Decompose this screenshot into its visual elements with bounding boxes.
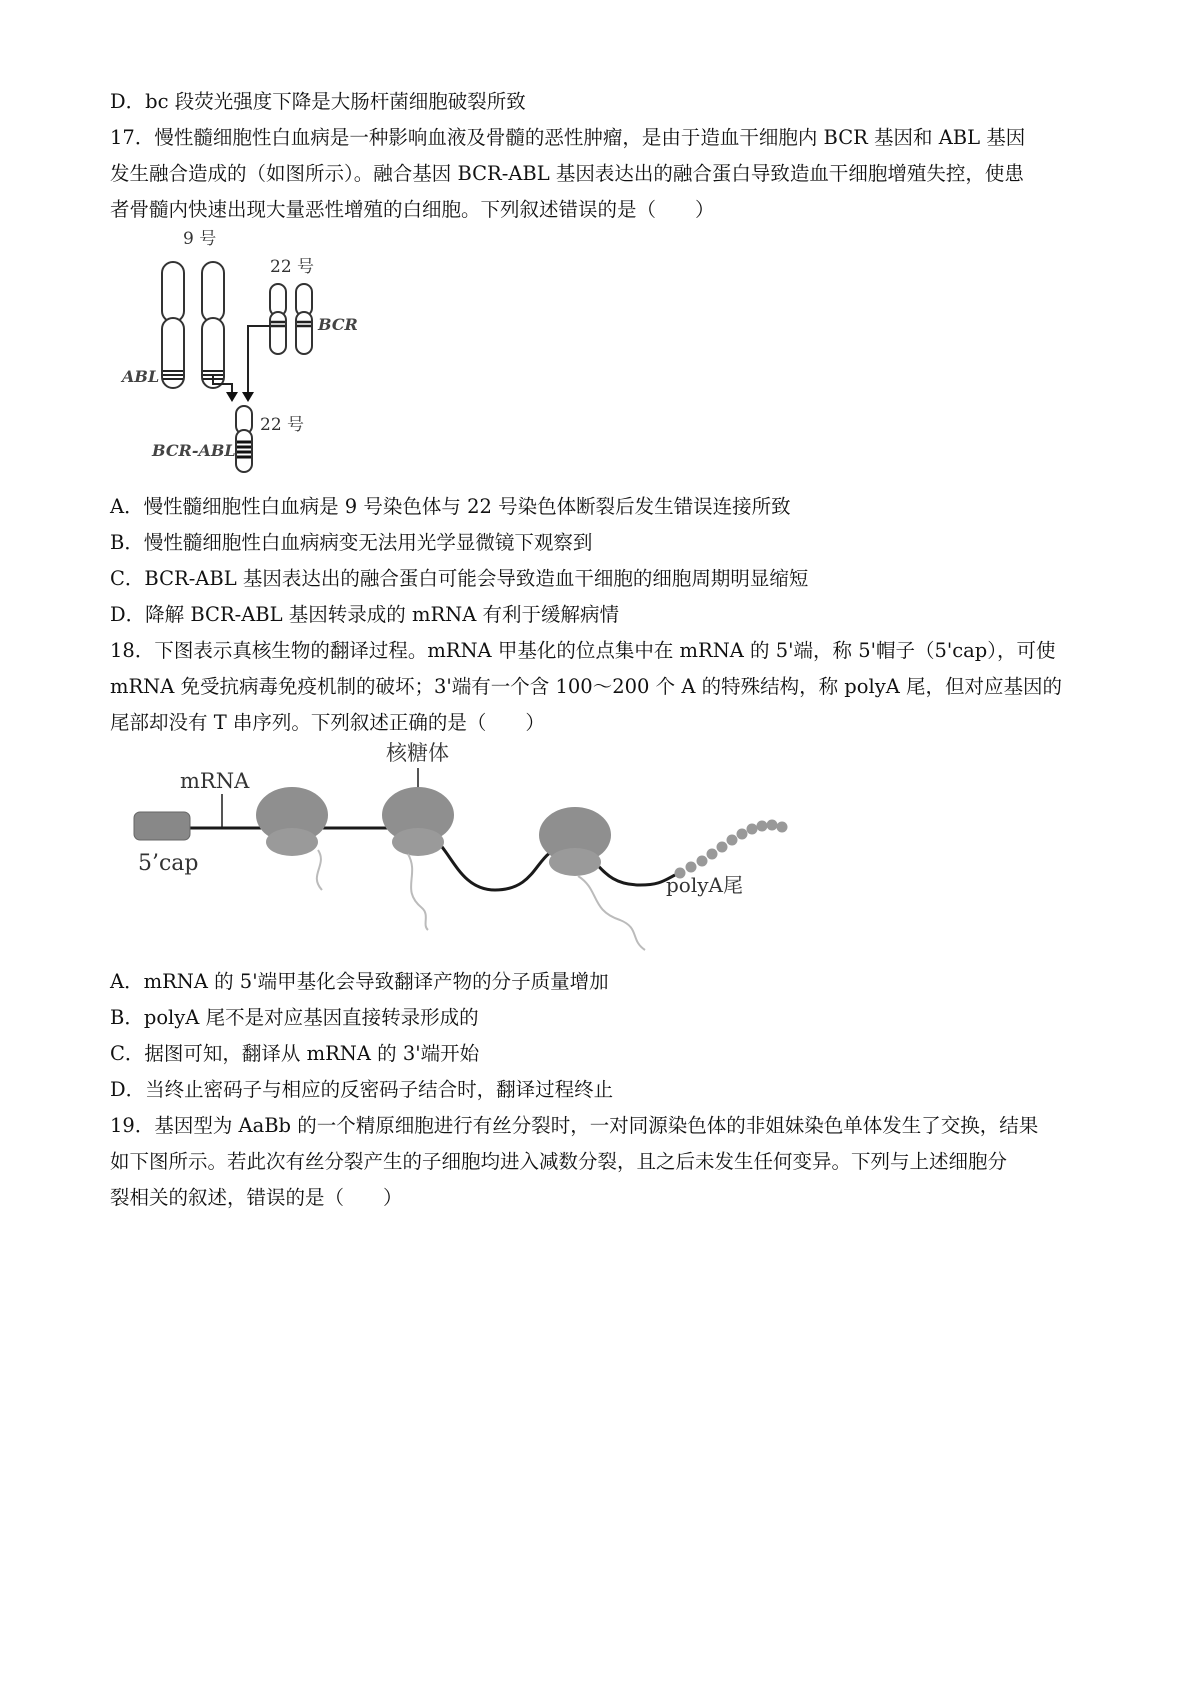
ribosome-1 — [256, 787, 328, 890]
q17-option-a: A．慢性髓细胞性白血病是 9 号染色体与 22 号染色体断裂后发生错误连接所致 — [110, 495, 791, 518]
chr22-label: 22 号 — [270, 257, 315, 277]
q17-stem-line-1: 17．慢性髓细胞性白血病是一种影响血液及骨髓的恶性肿瘤，是由于造血干细胞内 BCR 基因和 ABL 基因 — [110, 126, 1026, 149]
chr9-label: 9 号 — [183, 229, 217, 249]
q17-option-b: B．慢性髓细胞性白血病病变无法用光学显微镜下观察到 — [110, 531, 593, 554]
q18-stem-line-1: 18．下图表示真核生物的翻译过程。mRNA 甲基化的位点集中在 mRNA 的 5'端，称 5'帽子（5'cap），可使 — [110, 639, 1056, 662]
chromosome-9-left — [162, 262, 184, 388]
q18-stem-line-3: 尾部却没有 T 串序列。下列叙述正确的是（ ） — [110, 711, 545, 734]
q19-stem-line-3: 裂相关的叙述，错误的是（ ） — [110, 1186, 403, 1209]
fused-chromosome — [236, 406, 252, 472]
ribosome-2 — [382, 787, 454, 930]
chromosome-9-right — [202, 262, 224, 388]
arrow-head-right — [242, 392, 254, 402]
five-prime-cap — [134, 812, 190, 840]
fused-chr22-label: 22 号 — [260, 415, 305, 435]
q17-stem-line-3: 者骨髓内快速出现大量恶性增殖的白细胞。下列叙述错误的是（ ） — [110, 198, 715, 221]
ribosome-3 — [539, 807, 645, 950]
bcr-label: BCR — [318, 315, 358, 334]
q18-option-c: C．据图可知，翻译从 mRNA 的 3'端开始 — [110, 1042, 480, 1065]
chromosome-22-left — [270, 284, 286, 354]
q18-option-b: B．polyA 尾不是对应基因直接转录形成的 — [110, 1006, 479, 1029]
q18-option-a: A．mRNA 的 5'端甲基化会导致翻译产物的分子质量增加 — [110, 970, 609, 993]
chromosome-translocation-figure — [110, 226, 400, 476]
polya-label: polyA尾 — [666, 873, 743, 897]
q19-stem-line-1: 19．基因型为 AaBb 的一个精原细胞进行有丝分裂时，一对同源染色体的非姐妹染色单体发生了交换，结果 — [110, 1114, 1039, 1137]
q17-option-c: C．BCR-ABL 基因表达出的融合蛋白可能会导致造血干细胞的细胞周期明显缩短 — [110, 567, 809, 590]
q19-stem-line-2: 如下图所示。若此次有丝分裂产生的子细胞均进入减数分裂，且之后未发生任何变异。下列与上述细胞分 — [110, 1150, 1008, 1173]
cap-label: 5’cap — [138, 851, 199, 876]
bcr-abl-label: BCR-ABL — [152, 441, 236, 460]
polya-tail — [675, 820, 788, 879]
chromosome-22-right — [296, 284, 312, 354]
q17-stem-line-2: 发生融合造成的（如图所示）。融合基因 BCR-ABL 基因表达出的融合蛋白导致造血干细胞增殖失控，使患 — [110, 162, 1024, 185]
mrna-label: mRNA — [180, 769, 250, 793]
ribosome-label: 核糖体 — [386, 741, 449, 765]
arrow-head-left — [226, 392, 238, 402]
q18-option-d: D．当终止密码子与相应的反密码子结合时，翻译过程终止 — [110, 1078, 614, 1101]
translation-figure — [130, 740, 830, 960]
abl-label: ABL — [122, 367, 160, 386]
q18-stem-line-2: mRNA 免受抗病毒免疫机制的破坏；3'端有一个含 100～200 个 A 的特殊结构，称 polyA 尾，但对应基因的 — [110, 675, 1063, 698]
q17-option-d: D．降解 BCR-ABL 基因转录成的 mRNA 有利于缓解病情 — [110, 603, 619, 626]
q16-option-d: D．bc 段荧光强度下降是大肠杆菌细胞破裂所致 — [110, 90, 526, 113]
